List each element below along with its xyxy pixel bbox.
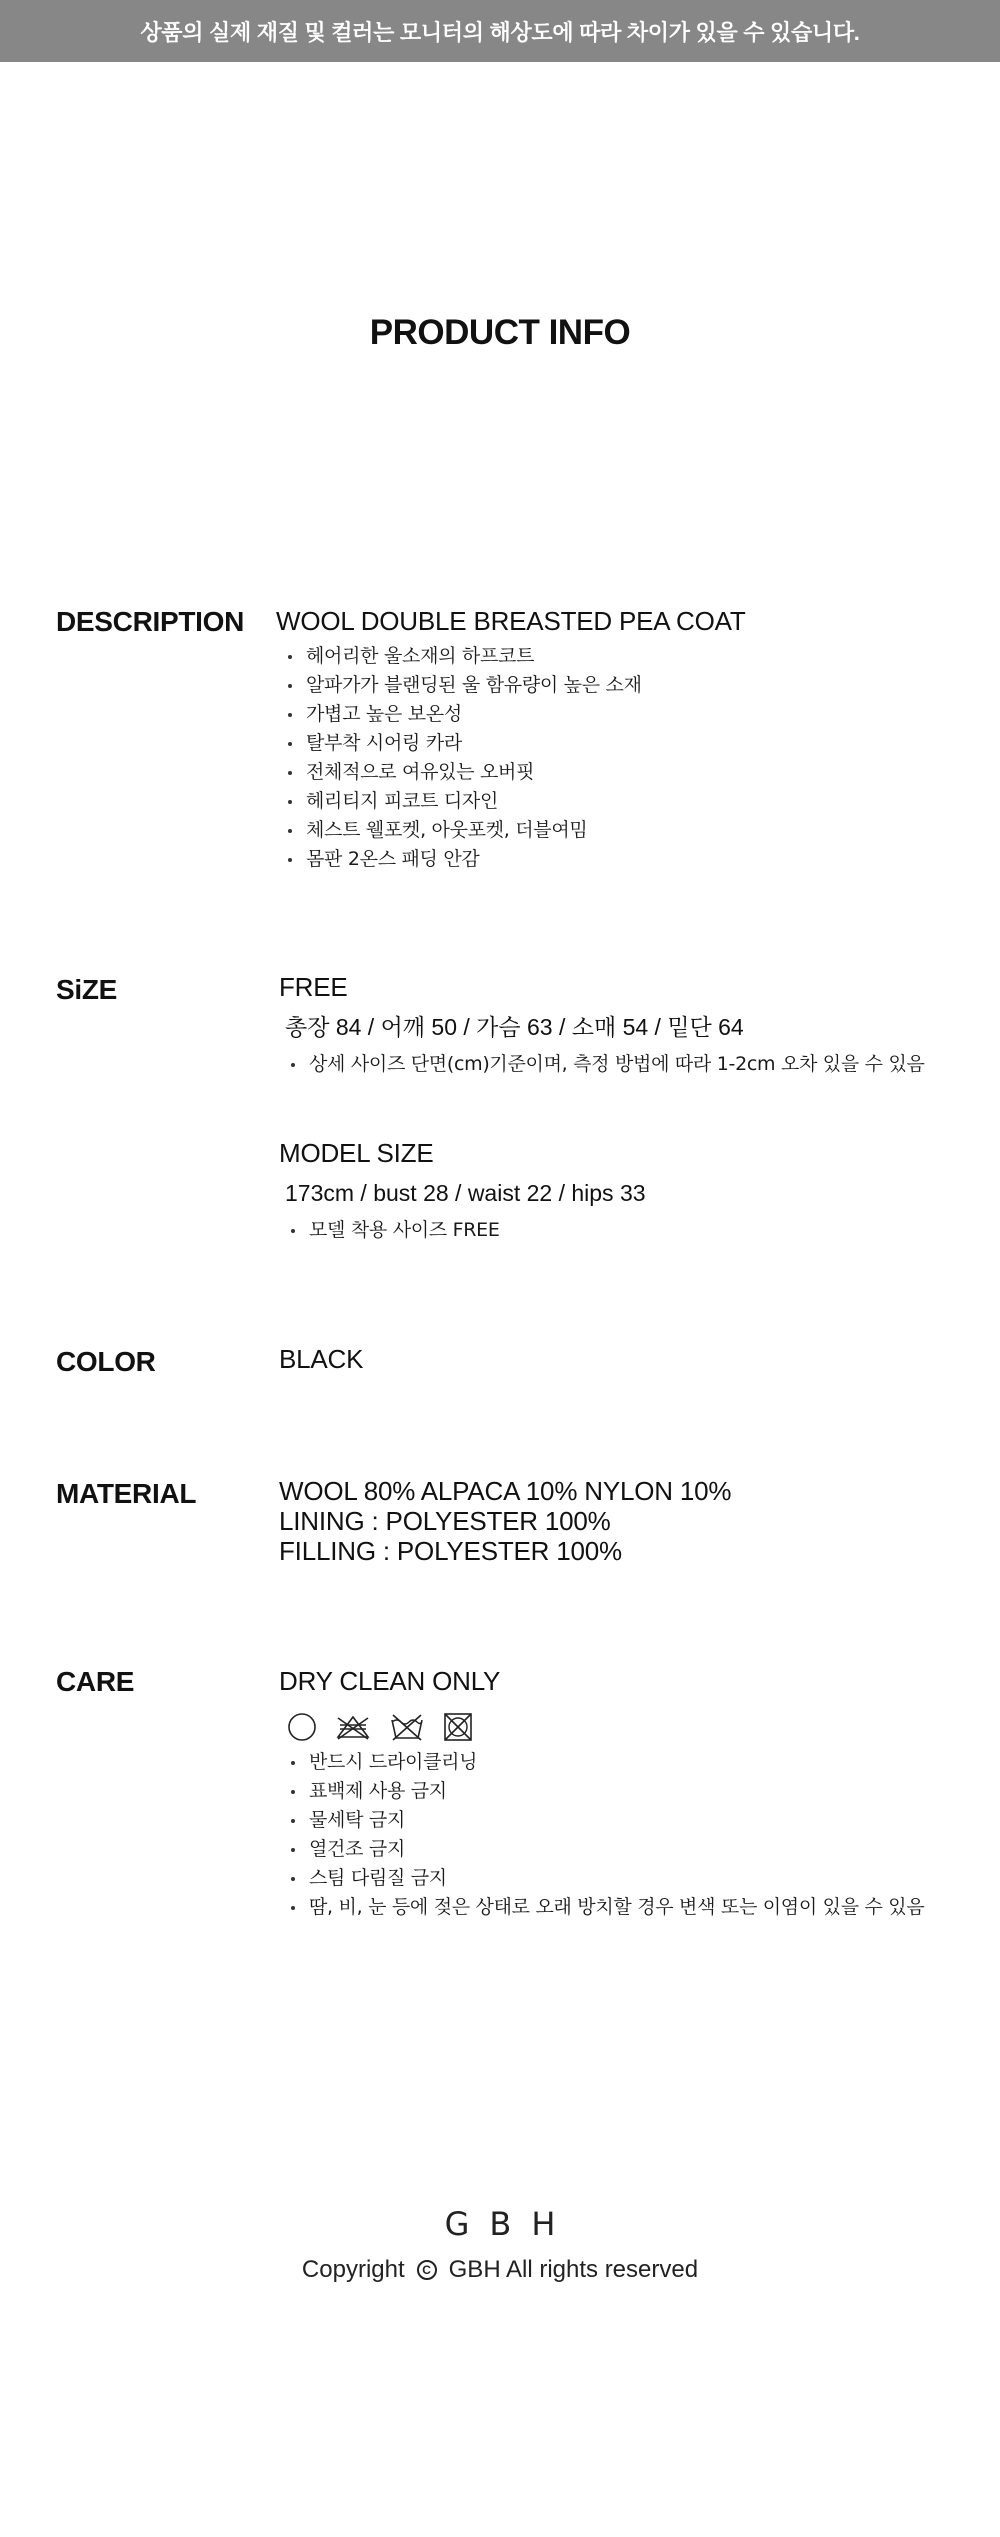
list-item: 체스트 웰포켓, 아웃포켓, 더블여밈 — [286, 816, 746, 845]
size-spec: 총장 84 / 어깨 50 / 가슴 63 / 소매 54 / 밑단 64 — [285, 1014, 744, 1040]
copyright-prefix: Copyright — [301, 2256, 405, 2283]
section-label-care: CARE — [56, 1666, 135, 1697]
list-item: 상세 사이즈 단면(cm)기준이며, 측정 방법에 따라 1-2cm 오차 있을 수 있음 — [289, 1050, 925, 1079]
color-value: BLACK — [279, 1344, 364, 1374]
material-content — [279, 1476, 731, 1566]
no-tumble-dry-icon — [443, 1712, 473, 1742]
model-size-notes — [289, 1216, 646, 1245]
list-item: 열건조 금지 — [289, 1835, 924, 1864]
page-title: PRODUCT INFO — [369, 313, 631, 352]
section-label-description: DESCRIPTION — [56, 606, 245, 637]
list-item: 헤리티지 피코트 디자인 — [286, 787, 746, 816]
notice-text: 상품의 실제 재질 및 컬러는 모니터의 해상도에 따라 차이가 있을 수 있습니다. — [140, 19, 860, 45]
list-item: 땀, 비, 눈 등에 젖은 상태로 오래 방치할 경우 변색 또는 이염이 있을 수 있음 — [289, 1893, 924, 1922]
copyright-line — [0, 2256, 1000, 2284]
list-item: 전체적으로 여유있는 오버핏 — [286, 758, 746, 787]
list-item: 반드시 드라이클리닝 — [289, 1748, 924, 1777]
brand-logo: GBH — [444, 2205, 576, 2243]
care-title: DRY CLEAN ONLY — [279, 1666, 501, 1696]
copyright-icon: C — [417, 2260, 437, 2280]
size-content — [279, 972, 925, 1079]
color-content — [279, 1344, 363, 1374]
description-list — [286, 642, 746, 874]
list-item: 몸판 2온스 패딩 안감 — [286, 845, 746, 874]
copyright-suffix: GBH All rights reserved — [448, 2256, 699, 2283]
size-notes — [289, 1050, 925, 1079]
size-title: FREE — [279, 972, 348, 1002]
notice-banner — [0, 0, 1000, 62]
material-line: FILLING : POLYESTER 100% — [279, 1536, 622, 1566]
material-line: WOOL 80% ALPACA 10% NYLON 10% — [279, 1476, 732, 1506]
list-item: 모델 착용 사이즈 FREE — [289, 1216, 646, 1245]
list-item: 표백제 사용 금지 — [289, 1777, 924, 1806]
list-item: 탈부착 시어링 카라 — [286, 729, 746, 758]
model-size-title: MODEL SIZE — [279, 1138, 434, 1168]
no-wash-icon — [389, 1712, 425, 1742]
model-size-content — [279, 1138, 646, 1245]
model-size-spec: 173cm / bust 28 / waist 22 / hips 33 — [285, 1180, 646, 1206]
care-icons — [287, 1712, 924, 1742]
list-item: 스팀 다림질 금지 — [289, 1864, 924, 1893]
list-item: 알파가가 블랜딩된 울 함유량이 높은 소재 — [286, 671, 746, 700]
material-line: LINING : POLYESTER 100% — [279, 1506, 611, 1536]
section-label-material: MATERIAL — [56, 1478, 197, 1509]
no-bleach-icon — [335, 1712, 371, 1742]
section-label-color: COLOR — [56, 1346, 156, 1377]
care-list — [289, 1748, 924, 1922]
list-item: 가볍고 높은 보온성 — [286, 700, 746, 729]
dry-clean-icon — [287, 1712, 317, 1742]
description-content — [276, 606, 746, 874]
list-item: 헤어리한 울소재의 하프코트 — [286, 642, 746, 671]
care-content — [279, 1666, 924, 1922]
product-name: WOOL DOUBLE BREASTED PEA COAT — [276, 606, 746, 636]
list-item: 물세탁 금지 — [289, 1806, 924, 1835]
section-label-size: SiZE — [56, 974, 118, 1005]
